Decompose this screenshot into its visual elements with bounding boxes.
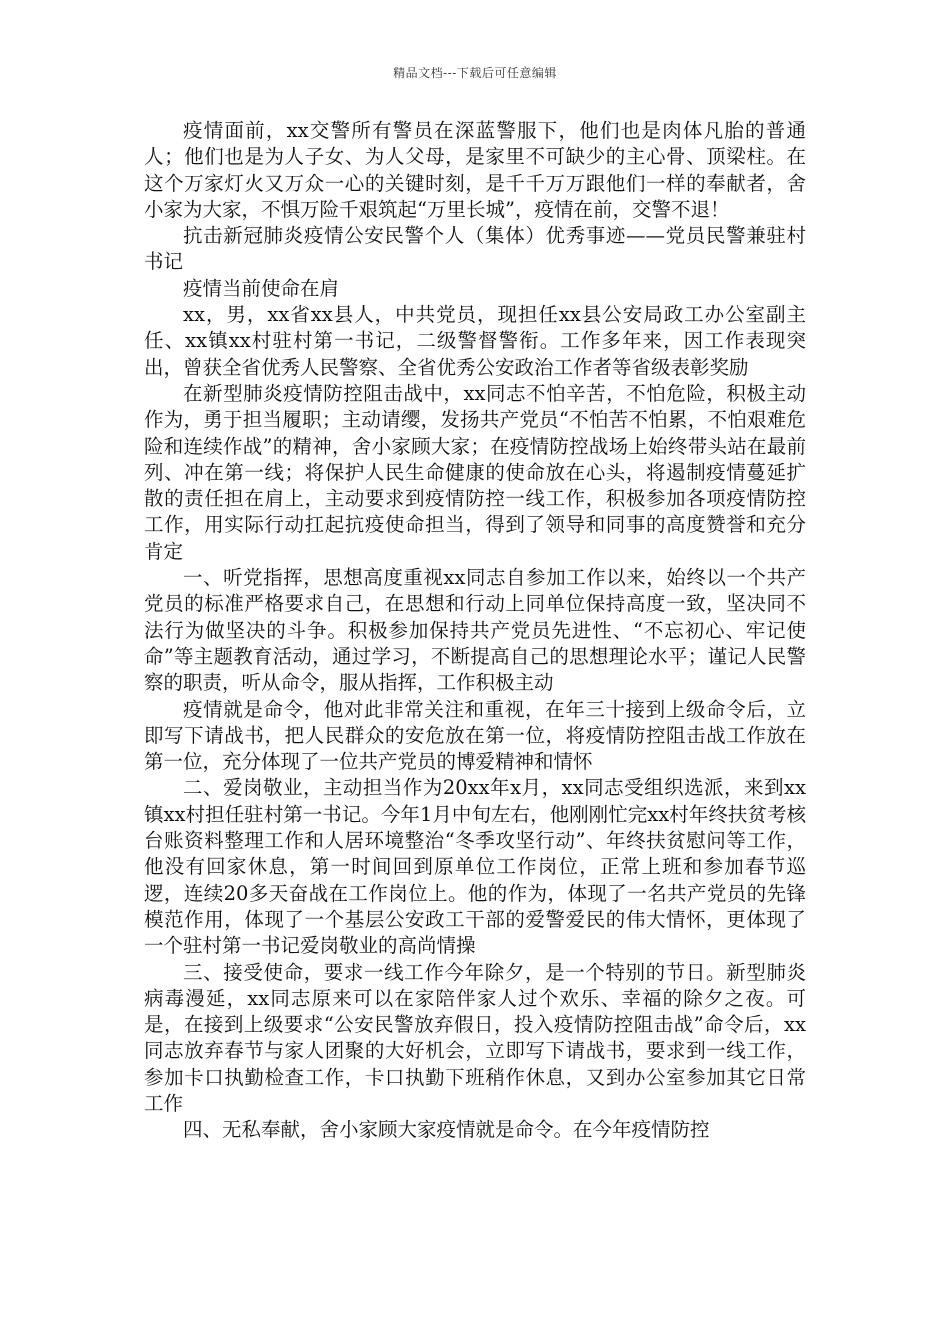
- document-body: [144, 118, 806, 1144]
- paragraph-title: 抗击新冠肺炎疫情公安民警个人（集体）优秀事迹——党员民警兼驻村书记: [144, 224, 806, 274]
- paragraph-intro: 疫情面前，xx交警所有警员在深蓝警服下，他们也是肉体凡胎的普通人；他们也是为人子女、为人父母，是家里不可缺少的主心骨、顶梁柱。在这个万家灯火又万众一心的关键时刻，是千千万万跟他们一样的奉献者，舍小家为大家，不惧万险千艰筑起“万里长城”，疫情在前，交警不退！: [144, 119, 806, 221]
- paragraph-subtitle: 疫情当前使命在肩: [183, 276, 340, 300]
- page-header: 精品文档---下载后可任意编辑: [393, 66, 557, 80]
- paragraph-summary: 在新型肺炎疫情防控阻击战中，xx同志不怕辛苦，不怕危险，积极主动作为，勇于担当履职；主动请缨，发扬共产党员“不怕苦不怕累，不怕艰难危险和连续作战”的精神，舍小家顾大家；在疫情防控战场上始终带头站在最前列、冲在第一线；将保护人民生命健康的使命放在心头，将遏制疫情蔓延扩散的责任担在肩上，主动要求到疫情防控一线工作，积极参加各项疫情防控工作，用实际行动扛起抗疫使命担当，得到了领导和同事的高度赞誉和充分肯定: [144, 381, 806, 563]
- paragraph-section-4: 四、无私奉献，舍小家顾大家疫情就是命令。在今年疫情防控: [183, 1118, 710, 1142]
- paragraph-section-1-detail: 疫情就是命令，他对此非常关注和重视，在年三十接到上级命令后，立即写下请战书，把人民群众的安危放在第一位，将疫情防控阻击战工作放在第一位，充分体现了一位共产党员的博爱精神和情怀: [144, 697, 806, 774]
- paragraph-profile: xx，男，xx省xx县人，中共党员，现担任xx县公安局政工办公室副主任、xx镇xx村驻村第一书记，二级警督警衔。工作多年来，因工作表现突出，曾获全省优秀人民警察、全省优秀公安政治工作者等省级表彰奖励: [144, 303, 806, 379]
- paragraph-section-3: 三、接受使命，要求一线工作今年除夕，是一个特别的节日。新型肺炎病毒漫延，xx同志原来可以在家陪伴家人过个欢乐、幸福的除夕之夜。可是，在接到上级要求“公安民警放弃假日，投入疫情防控阻击战”命令后，xx同志放弃春节与家人团聚的大好机会，立即写下请战书，要求到一线工作，参加卡口执勤检查工作，卡口执勤下班稍作休息，又到办公室参加其它日常工作: [144, 960, 806, 1115]
- paragraph-section-1: 一、听党指挥，思想高度重视xx同志自参加工作以来，始终以一个共产党员的标准严格要求自己，在思想和行动上同单位保持高度一致，坚决同不法行为做坚决的斗争。积极参加保持共产党员先进性、“不忘初心、牢记使命”等主题教育活动，通过学习，不断提高自己的思想理论水平；谨记人民警察的职责，听从命令，服从指挥，工作积极主动: [144, 566, 806, 695]
- paragraph-section-2: 二、爱岗敬业，主动担当作为20xx年x月，xx同志受组织选派，来到xx镇xx村担任驻村第一书记。今年1月中旬左右，他刚刚忙完xx村年终扶贫考核台账资料整理工作和人居环境整治“冬季攻坚行动”、年终扶贫慰问等工作，他没有回家休息，第一时间回到原单位工作岗位，正常上班和参加春节巡逻，连续20多天奋战在工作岗位上。他的作为，体现了一名共产党员的先锋模范作用，体现了一个基层公安政工干部的爱警爱民的伟大情怀，更体现了一个驻村第一书记爱岗敬业的高尚情操: [144, 776, 806, 958]
